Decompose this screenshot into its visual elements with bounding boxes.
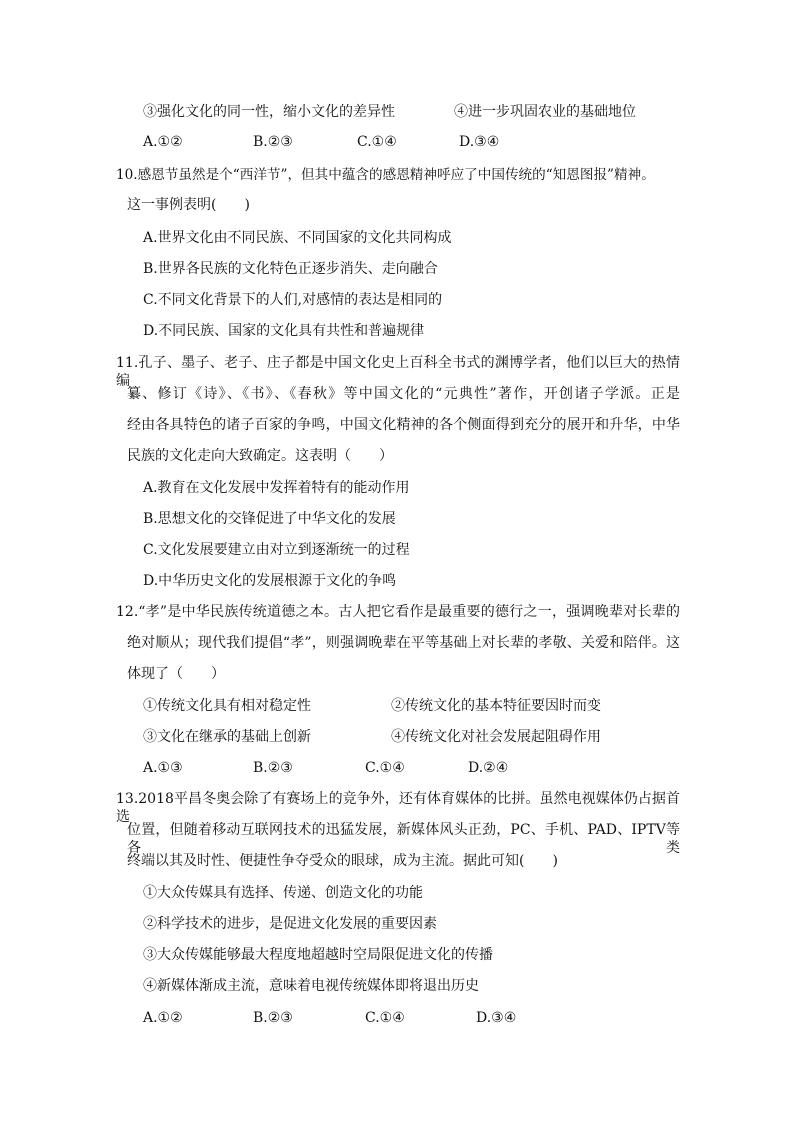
q13-statement-4: ④新媒体渐成主流，意味着电视传统媒体即将退出历史: [143, 978, 479, 994]
q10-option-d: D.不同民族、国家的文化具有共性和普遍规律: [143, 323, 425, 339]
q12-statement-row-1: [0, 697, 700, 715]
q12-answer-b: B.②③: [253, 760, 293, 776]
q13-statement-1: ①大众传媒具有选择、传递、创造文化的功能: [143, 885, 423, 901]
q12-answer-d: D.②④: [468, 760, 509, 776]
q11-option-b: B.思想文化的交锋促进了中华文化的发展: [143, 511, 396, 527]
q12-statement-1: ①传统文化具有相对稳定性: [143, 698, 311, 714]
q13-answer-d: D.③④: [476, 1010, 517, 1026]
q11-stem-line-2: 纂、修订《诗》、《书》、《春秋》等中国文化的“元典性”著作，开创诸子学派。正是: [127, 386, 680, 402]
q12-stem-line-1: 12.“孝”是中华民族传统道德之本。古人把它看作是最重要的德行之一，强调晚辈对长辈的: [116, 604, 680, 620]
q12-answer-c: C.①④: [365, 760, 405, 776]
q11-option-a: A.教育在文化发展中发挥着特有的能动作用: [143, 480, 410, 496]
q12-answer-row: [0, 759, 700, 777]
q12-statement-4: ④传统文化对社会发展起阻碍作用: [391, 729, 601, 745]
q11-option-c: C.文化发展要建立由对立到逐渐统一的过程: [143, 542, 410, 558]
q13-answer-a: A.①②: [143, 1010, 183, 1026]
q12-statement-row-2: [0, 728, 700, 746]
q10-option-c: C.不同文化背景下的人们,对感情的表达是相同的: [143, 292, 443, 308]
q9-statement-3: ③强化文化的同一性，缩小文化的差异性: [143, 104, 395, 120]
q10-option-b: B.世界各民族的文化特色正逐步消失、走向融合: [143, 261, 438, 277]
q13-statement-3: ③大众传媒能够最大程度地超越时空局限促进文化的传播: [143, 947, 493, 963]
q9-answer-c: C.①④: [357, 134, 397, 150]
q11-stem-line-3: 经由各具特色的诸子百家的争鸣，中国文化精神的各个侧面得到充分的展开和升华，中华: [127, 417, 680, 433]
q11-stem-line-4: 民族的文化走向大致确定。这表明（ ）: [127, 448, 393, 464]
q9-statement-row: [0, 103, 700, 121]
q13-stem-line-2: 位置，但随着移动互联网技术的迅猛发展，新媒体风头正劲，PC、手机、PAD、IPTV等各类: [127, 822, 680, 856]
q9-answer-b: B.②③: [253, 134, 293, 150]
q11-stem-line-1: 11.孔子、墨子、老子、庄子都是中国文化史上百科全书式的渊博学者，他们以巨大的热情编: [116, 355, 680, 389]
q9-answer-a: A.①②: [143, 134, 183, 150]
q13-answer-row: [0, 1009, 700, 1027]
q9-statement-4: ④进一步巩固农业的基础地位: [454, 104, 636, 120]
q9-answer-d: D.③④: [459, 134, 500, 150]
q9-answer-row: [0, 133, 700, 151]
q10-stem-line-2: 这一事例表明( ): [127, 197, 250, 213]
q10-stem-line-1: 10.感恩节虽然是个“西洋节”，但其中蕴含的感恩精神呼应了中国传统的“知恩图报”精神。: [116, 167, 655, 183]
q13-answer-b: B.②③: [253, 1010, 293, 1026]
q13-statement-2: ②科学技术的进步，是促进文化发展的重要因素: [143, 916, 437, 932]
q12-statement-3: ③文化在继承的基础上创新: [143, 729, 311, 745]
q12-statement-2: ②传统文化的基本特征要因时而变: [391, 698, 601, 714]
q12-stem-line-3: 体现了（ ）: [127, 666, 225, 682]
q11-option-d: D.中华历史文化的发展根源于文化的争鸣: [143, 573, 397, 589]
q12-stem-line-2: 绝对顺从；现代我们提倡“孝”，则强调晚辈在平等基础上对长辈的孝敬、关爱和陪伴。这: [127, 635, 680, 651]
q13-answer-c: C.①④: [365, 1010, 405, 1026]
q10-option-a: A.世界文化由不同民族、不同国家的文化共同构成: [143, 230, 452, 246]
q13-stem-line-1: 13.2018平昌冬奥会除了有赛场上的竞争外，还有体育媒体的比拼。虽然电视媒体仍占据首选: [116, 791, 680, 825]
q13-stem-line-3: 终端以其及时性、便捷性争夺受众的眼球，成为主流。据此可知( ): [127, 853, 558, 869]
q12-answer-a: A.①③: [143, 760, 183, 776]
